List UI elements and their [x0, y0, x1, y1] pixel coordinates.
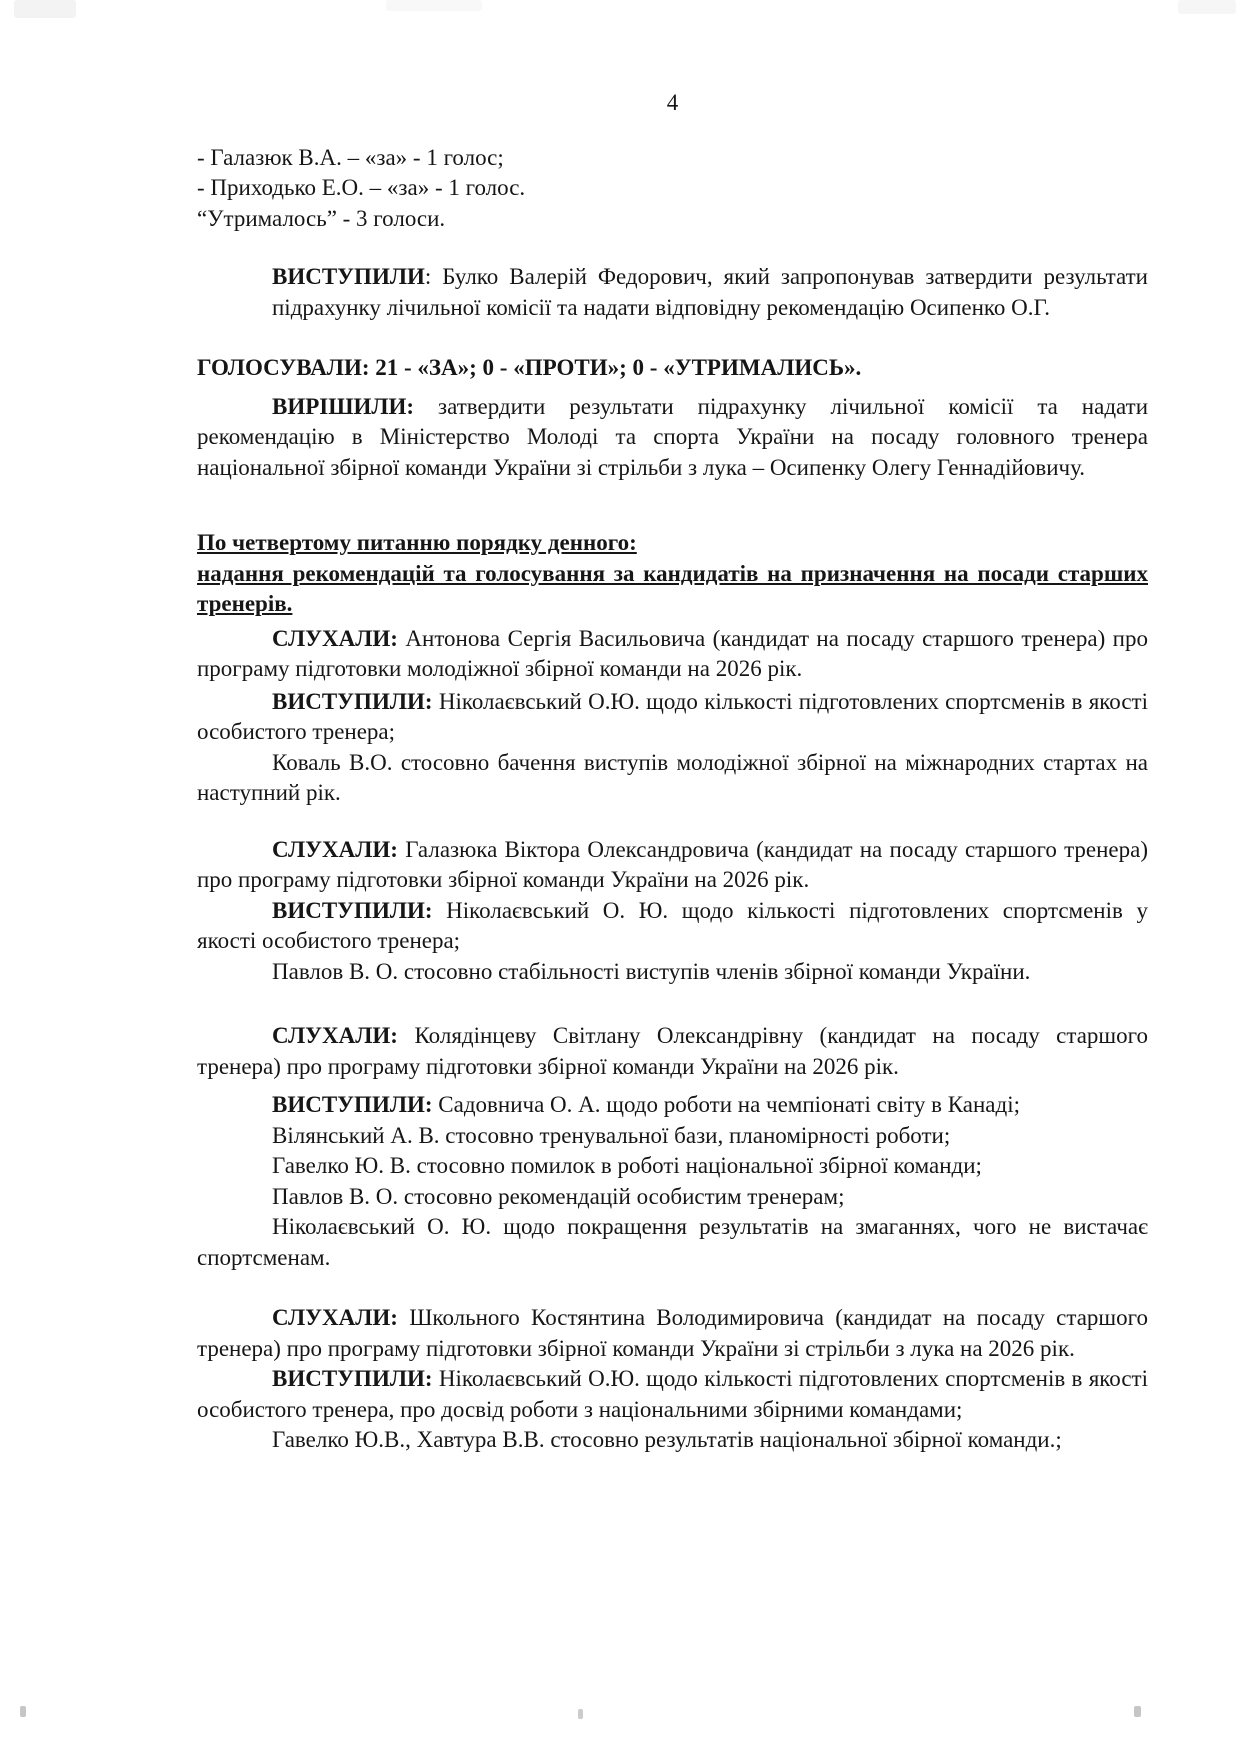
paragraph-text: затвердити результати підрахунку лічильної комісії та надати рекомендацію в Міністерство Молоді та спорта України на посаду головного тренера національної збірної команди України зі стрільби з лука – Осипенку Олегу Геннадійовичу. [197, 393, 1148, 480]
paragraph-text: Галазюка Віктора Олександровича (кандидат на посаду старшого тренера) про програму підготовки збірної команди України на 2026 рік. [197, 836, 1148, 892]
paragraph-text: Антонова Сергія Васильовича (кандидат на посаду старшого тренера) про програму підготовки молодіжної збірної команди на 2026 рік. [197, 625, 1148, 681]
agenda-heading-title: По четвертому питанню порядку денного: [197, 530, 637, 555]
paragraph-text: Коваль В.О. стосовно бачення виступів молодіжної збірної на міжнародних стартах на наступний рік. [197, 749, 1148, 805]
minutes-paragraph [197, 1364, 1148, 1425]
paragraph-text: : Булко Валерій Федорович, який запропонував затвердити результати підрахунку лічильної комісії та надати відповідну рекомендацію Осипенко О.Г. [272, 264, 1148, 320]
paragraph-text: Колядінцеву Світлану Олександрівну (кандидат на посаду старшого тренера) про програму підготовки збірної команди України на 2026 рік. [197, 1023, 1148, 1079]
decided-label: ВИРІШИЛИ: [272, 393, 415, 419]
minutes-paragraph [197, 1151, 1148, 1182]
minutes-paragraph [197, 1021, 1148, 1082]
minutes-paragraph [197, 687, 1148, 748]
speaker-label: ВИСТУПИЛИ: [272, 1092, 433, 1117]
agenda-heading-subtitle: надання рекомендацій та голосування за кандидатів на призначення на посади старших тренерів. [197, 560, 1148, 616]
speaker-label: СЛУХАЛИ: [272, 836, 398, 862]
minutes-paragraph [197, 835, 1148, 896]
minutes-paragraph [197, 624, 1148, 685]
minutes-paragraph [197, 1212, 1148, 1273]
speaker-label: СЛУХАЛИ: [272, 1305, 398, 1330]
paragraph-text: Ніколаєвський О.Ю. щодо кількості підготовлених спортсменів в якості особистого тренера, про досвід роботи з національними збірними командами; [197, 1366, 1148, 1422]
minutes-paragraph [197, 1121, 1148, 1152]
paragraph-text: Ніколаєвський О. Ю. щодо кількості підготовлених спортсменів у якості особистого тренера; [197, 897, 1148, 953]
speaker-label: ВИСТУПИЛИ: [272, 897, 433, 923]
paragraph-text: Садовнича О. А. щодо роботи на чемпіонаті світу в Канаді; [432, 1092, 1020, 1117]
voting-result-line: ГОЛОСУВАЛИ: 21 - «ЗА»; 0 - «ПРОТИ»; 0 - «УТРИМАЛИСЬ». [197, 355, 862, 380]
minutes-paragraph [197, 748, 1148, 809]
speaker-label: ВИСТУПИЛИ [272, 264, 425, 289]
scan-artifact [578, 1709, 583, 1719]
paragraph-text: Ніколаєвський О. Ю. щодо покращення результатів на змаганнях, чого не вистачає спортсменам. [197, 1214, 1148, 1270]
paragraph-text: Гавелко Ю.В., Хавтура В.В. стосовно результатів національної збірної команди.; [272, 1427, 1062, 1452]
minutes-paragraph [197, 896, 1148, 957]
paragraph-decided [197, 392, 1148, 484]
speaker-label: СЛУХАЛИ: [272, 1023, 398, 1048]
paragraph-spoke-bulko [272, 262, 1148, 323]
scan-artifact [20, 1706, 26, 1717]
scan-artifact [386, 0, 482, 11]
speaker-label: СЛУХАЛИ: [272, 625, 398, 651]
paragraph-text: Павлов В. О. стосовно стабільності виступів членів збірної команди України. [272, 958, 1031, 984]
scan-artifact [14, 0, 76, 18]
page-number: 4 [666, 90, 679, 115]
speaker-label: ВИСТУПИЛИ: [272, 1366, 433, 1391]
scan-artifact [1134, 1706, 1141, 1717]
vote-result-line: “Утрималось” - 3 голоси. [197, 205, 446, 231]
speaker-label: ВИСТУПИЛИ: [272, 688, 433, 714]
minutes-paragraph [197, 1425, 1148, 1456]
vote-result-line: - Галазюк В.А. – «за» - 1 голос; [197, 144, 504, 170]
paragraph-text: Гавелко Ю. В. стосовно помилок в роботі національної збірної команди; [272, 1153, 982, 1178]
minutes-paragraph [197, 1090, 1148, 1121]
paragraph-text: Ніколаєвський О.Ю. щодо кількості підготовлених спортсменів в якості особистого тренера; [197, 688, 1148, 744]
vote-result-line: - Приходько Е.О. – «за» - 1 голос. [197, 175, 526, 200]
paragraph-text: Школьного Костянтина Володимировича (кандидат на посаду старшого тренера) про програму підготовки збірної команди України зі стрільби з лука на 2026 рік. [197, 1305, 1148, 1361]
minutes-paragraph [197, 957, 1148, 988]
paragraph-text: Павлов В. О. стосовно рекомендацій особистим тренерам; [272, 1183, 845, 1209]
minutes-paragraph [197, 1303, 1148, 1364]
scan-artifact [1178, 0, 1236, 14]
paragraph-text: Вілянський А. В. стосовно тренувальної бази, планомірності роботи; [272, 1122, 951, 1148]
minutes-paragraph [197, 1182, 1148, 1213]
document-body [197, 88, 1148, 1456]
